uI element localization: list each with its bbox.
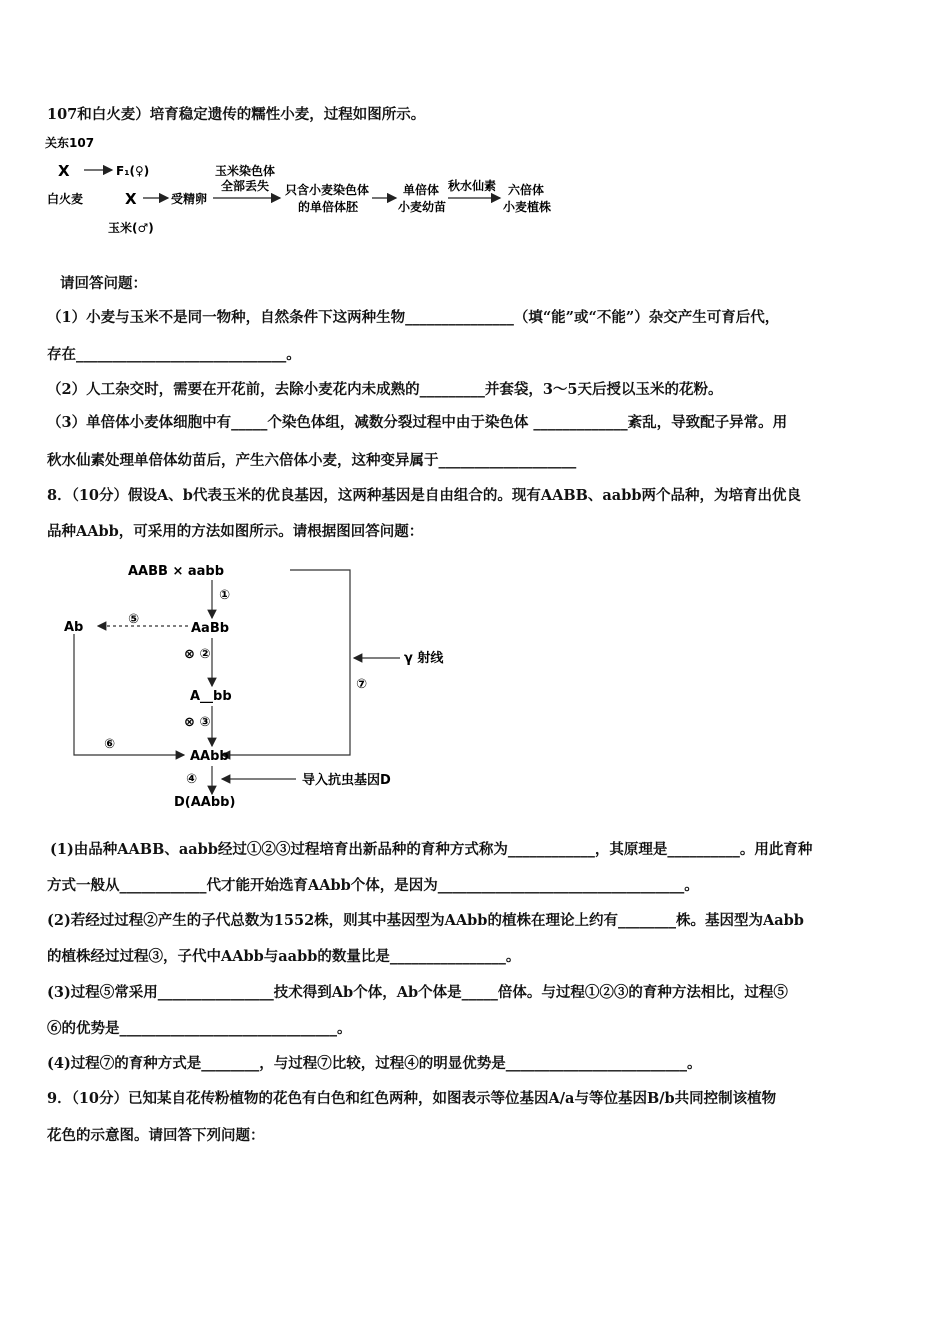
q8-sub2-line-b: 的植株经过过程③，子代中AAbb与aabb的数量比是________________。 <box>47 948 521 965</box>
label-baihuomai: 白火麦 <box>47 192 84 206</box>
q8-sub3-line-b: ⑥的优势是______________________________。 <box>47 1020 352 1037</box>
gamma-label: γ 射线 <box>404 651 444 666</box>
step1-label: ① <box>219 588 231 603</box>
label-corn-chrom-1: 玉米染色体 <box>215 164 276 178</box>
label-guandong: 关东107 <box>45 136 95 150</box>
step2-label: ⊗ ② <box>184 647 211 662</box>
label-hexaploid-2: 小麦植株 <box>503 200 552 214</box>
a-bb-label: A__bb <box>190 689 232 704</box>
label-hexaploid-1: 六倍体 <box>508 183 545 197</box>
cross-sign-2: X <box>125 190 137 208</box>
q8-sub3-line-a: (3)过程⑤常采用________________技术得到Ab个体，Ab个体是_____倍体。与过程①②③的育种方法相比，过程⑤ <box>47 984 788 1001</box>
label-corn-chrom-2: 全部丢失 <box>221 179 270 193</box>
q7-part3-line-a: （3）单倍体小麦体细胞中有_____个染色体组，减数分裂过程中由于染色体 _____________紊乱，导致配子异常。用 <box>47 414 788 431</box>
q7-prompt: 请回答问题： <box>60 275 147 292</box>
q9-line-a: 9．（10分）已知某自花传粉植物的花色有白色和红色两种，如图表示等位基因A/a与等位基因B/b共同控制该植物 <box>47 1090 777 1107</box>
intro-line: 107和白火麦）培育稳定遗传的糯性小麦，过程如图所示。 <box>47 106 426 123</box>
q8-sub1-line-b: 方式一般从____________代才能开始选育AAbb个体，是因为__________________________________。 <box>47 877 699 894</box>
ab-label: Ab <box>64 620 84 635</box>
step4-label: ④ <box>186 772 198 787</box>
parents-label: AABB × aabb <box>128 564 225 579</box>
step7-label: ⑦ <box>356 677 368 692</box>
q8-sub4: (4)过程⑦的育种方式是________，与过程⑦比较，过程④的明显优势是_________________________。 <box>47 1055 702 1072</box>
q8-sub1-line-a: (1)由品种AABB、aabb经过①②③过程培育出新品种的育种方式称为____________，其原理是__________。用此育种 <box>50 841 813 858</box>
q7-part2: （2）人工杂交时，需要在开花前，去除小麦花内未成熟的_________并套袋，3～5天后授以玉米的花粉。 <box>47 381 723 398</box>
d-aabb-label: D(AAbb) <box>174 795 236 810</box>
label-embryo-1: 只含小麦染色体 <box>285 183 370 197</box>
label-yumi: 玉米(♂) <box>108 221 154 235</box>
label-f1: F₁(♀) <box>116 164 150 178</box>
step5-label: ⑤ <box>128 612 140 627</box>
q7-part1-line-a: （1）小麦与玉米不是同一物种，自然条件下这两种生物_______________（填“能”或“不能”）杂交产生可育后代， <box>47 309 780 326</box>
path-gamma <box>222 570 350 755</box>
path-step6 <box>74 634 184 755</box>
aabb-f1-label: AaBb <box>191 621 230 636</box>
label-seedling-1: 单倍体 <box>403 183 440 197</box>
label-embryo-2: 的单倍体胚 <box>298 200 359 214</box>
step3-label: ⊗ ③ <box>184 715 211 730</box>
q8-heading-b: 品种AAbb，可采用的方法如图所示。请根据图回答问题： <box>47 523 424 540</box>
label-zygote: 受精卵 <box>171 192 208 206</box>
q8-sub2-line-a: (2)若经过过程②产生的子代总数为1552株，则其中基因型为AAbb的植株在理论上约有________株。基因型为Aabb <box>47 912 804 929</box>
label-seedling-2: 小麦幼苗 <box>398 200 447 214</box>
aabb-target-label: AAbb <box>190 749 229 764</box>
label-colchicine: 秋水仙素 <box>448 179 497 193</box>
step6-label: ⑥ <box>104 737 116 752</box>
q8-heading-a: 8．（10分）假设A、b代表玉米的优良基因，这两种基因是自由组合的。现有AABB、aabb两个品种，为培育出优良 <box>47 487 801 504</box>
cross-sign-1: X <box>58 162 70 180</box>
import-gene-label: 导入抗虫基因D <box>302 773 391 788</box>
q7-part3-line-b: 秋水仙素处理单倍体幼苗后，产生六倍体小麦，这种变异属于___________________ <box>47 452 577 469</box>
q7-part1-line-b: 存在_____________________________。 <box>47 346 301 363</box>
q9-line-b: 花色的示意图。请回答下列问题： <box>47 1127 265 1144</box>
